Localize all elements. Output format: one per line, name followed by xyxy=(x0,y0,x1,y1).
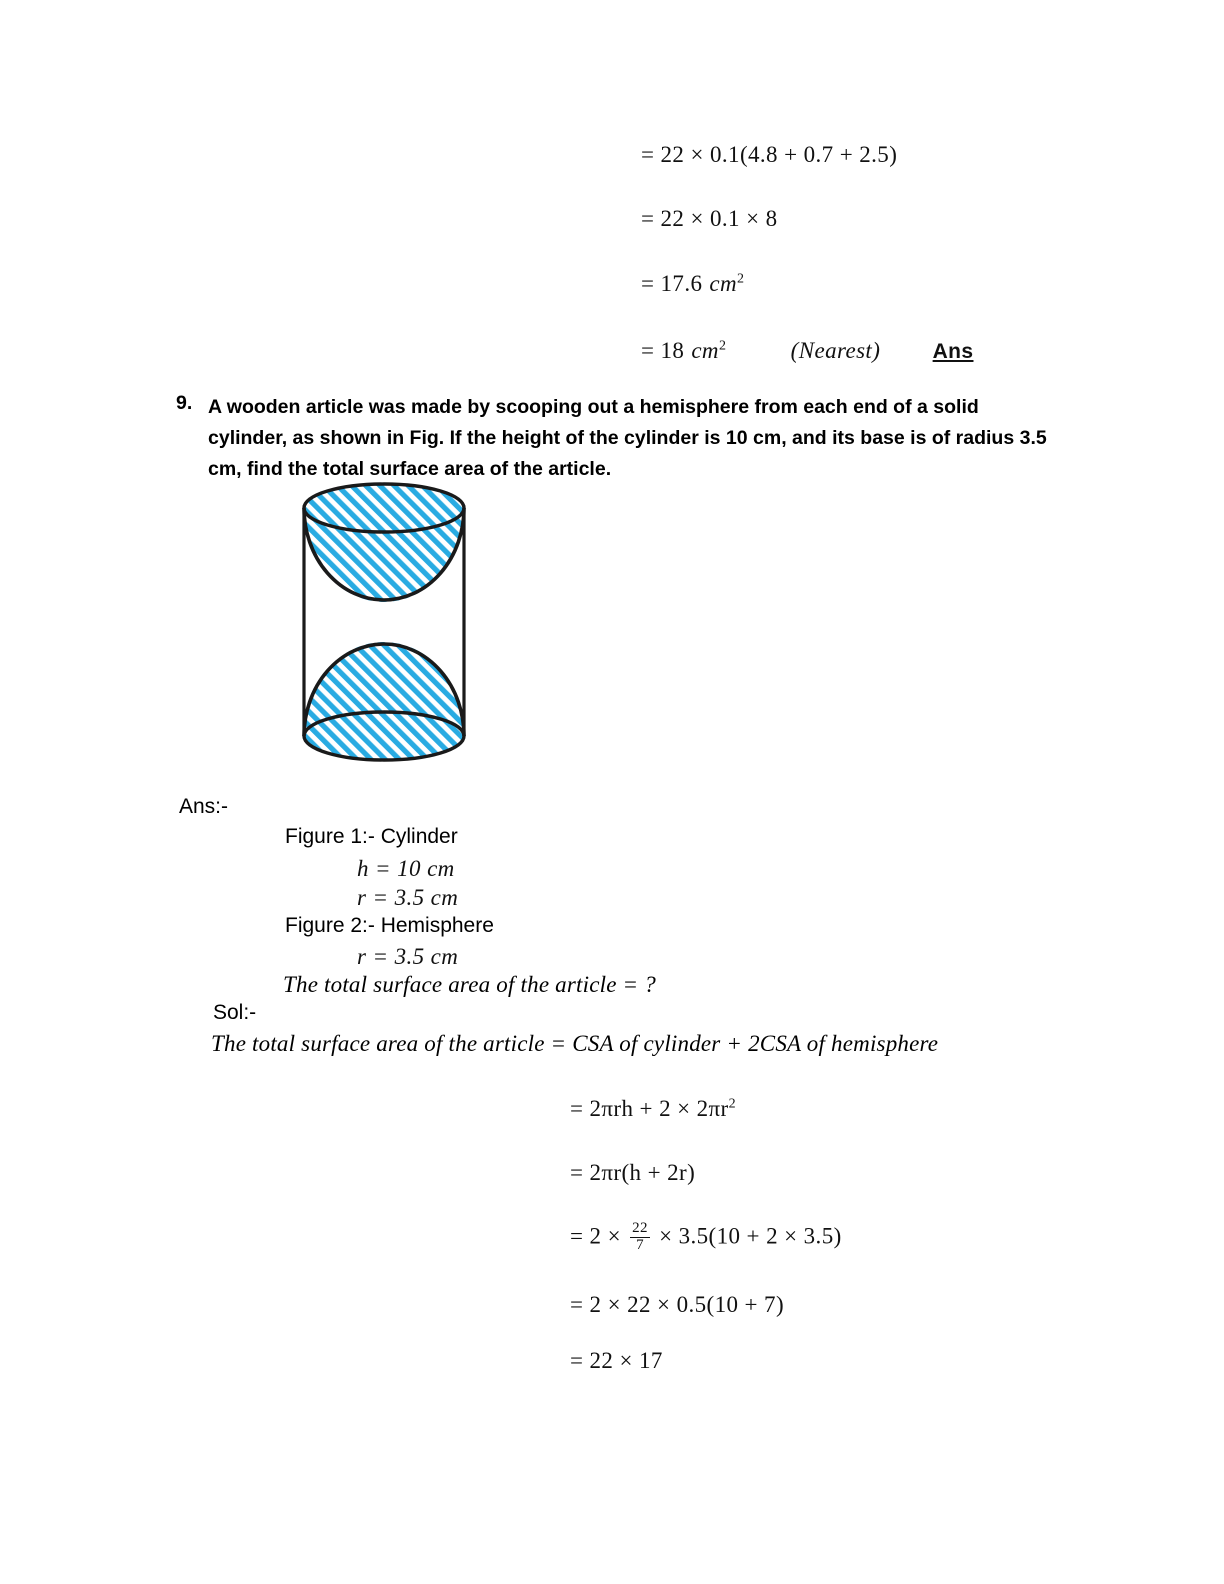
solution-step-3-before: = 2 × xyxy=(570,1223,621,1249)
fraction-22-over-7 xyxy=(630,1221,650,1254)
solution-step-4: = 2 × 22 × 0.5(10 + 7) xyxy=(570,1292,785,1317)
fraction-numerator: 22 xyxy=(632,1220,648,1236)
equation-line-2: = 22 × 0.1 × 8 xyxy=(641,206,778,231)
equation-line-3 xyxy=(641,271,744,297)
cylinder-hemisphere-figure xyxy=(296,476,482,768)
figure1-title: Figure 1:- Cylinder xyxy=(285,825,458,848)
figure1-height: h = 10 cm xyxy=(357,856,455,881)
equation-line-4-note: (Nearest) xyxy=(790,338,881,363)
top-hemisphere-scoop xyxy=(296,476,482,626)
equation-line-4 xyxy=(641,338,973,364)
equation-line-3-value: = 17.6 xyxy=(641,271,703,296)
ans-label: Ans:- xyxy=(179,795,229,818)
solution-step-1-prefix: = 2πrh + 2 × 2πr xyxy=(570,1096,729,1121)
figure2-title: Figure 2:- Hemisphere xyxy=(285,914,494,937)
fraction-denominator: 7 xyxy=(630,1237,650,1254)
equation-line-4-unit: cm xyxy=(691,338,719,363)
answer-marker: Ans xyxy=(932,340,974,363)
equation-line-4-exponent: 2 xyxy=(718,338,727,354)
figure2-radius: r = 3.5 cm xyxy=(357,944,459,969)
solution-step-2: = 2πr(h + 2r) xyxy=(570,1160,696,1185)
equation-line-1: = 22 × 0.1(4.8 + 0.7 + 2.5) xyxy=(641,142,898,167)
sol-label: Sol:- xyxy=(213,1001,257,1024)
solution-step-5: = 22 × 17 xyxy=(570,1348,663,1373)
solution-step-3-after: × 3.5(10 + 2 × 3.5) xyxy=(659,1223,842,1249)
bottom-hemisphere-scoop xyxy=(296,626,482,768)
unknown-statement: The total surface area of the article = ? xyxy=(283,972,656,997)
question-number: 9. xyxy=(176,392,193,414)
question-text: A wooden article was made by scooping out a hemisphere from each end of a solid cylinder, as shown in Fig. If the height of the cylinder is 10 cm, and its base is of radius 3.5 cm, find the total surface area of the article. xyxy=(208,396,1047,480)
figure1-radius: r = 3.5 cm xyxy=(357,885,459,910)
equation-line-3-exponent: 2 xyxy=(737,271,745,287)
solution-step-1 xyxy=(570,1096,736,1122)
equation-line-3-unit: cm xyxy=(709,271,737,296)
solution-step-3 xyxy=(570,1222,842,1255)
equation-line-4-value: = 18 xyxy=(641,338,685,363)
solution-step-1-exponent: 2 xyxy=(728,1096,737,1112)
solution-statement: The total surface area of the article = CSA of cylinder + 2CSA of hemisphere xyxy=(211,1031,939,1056)
